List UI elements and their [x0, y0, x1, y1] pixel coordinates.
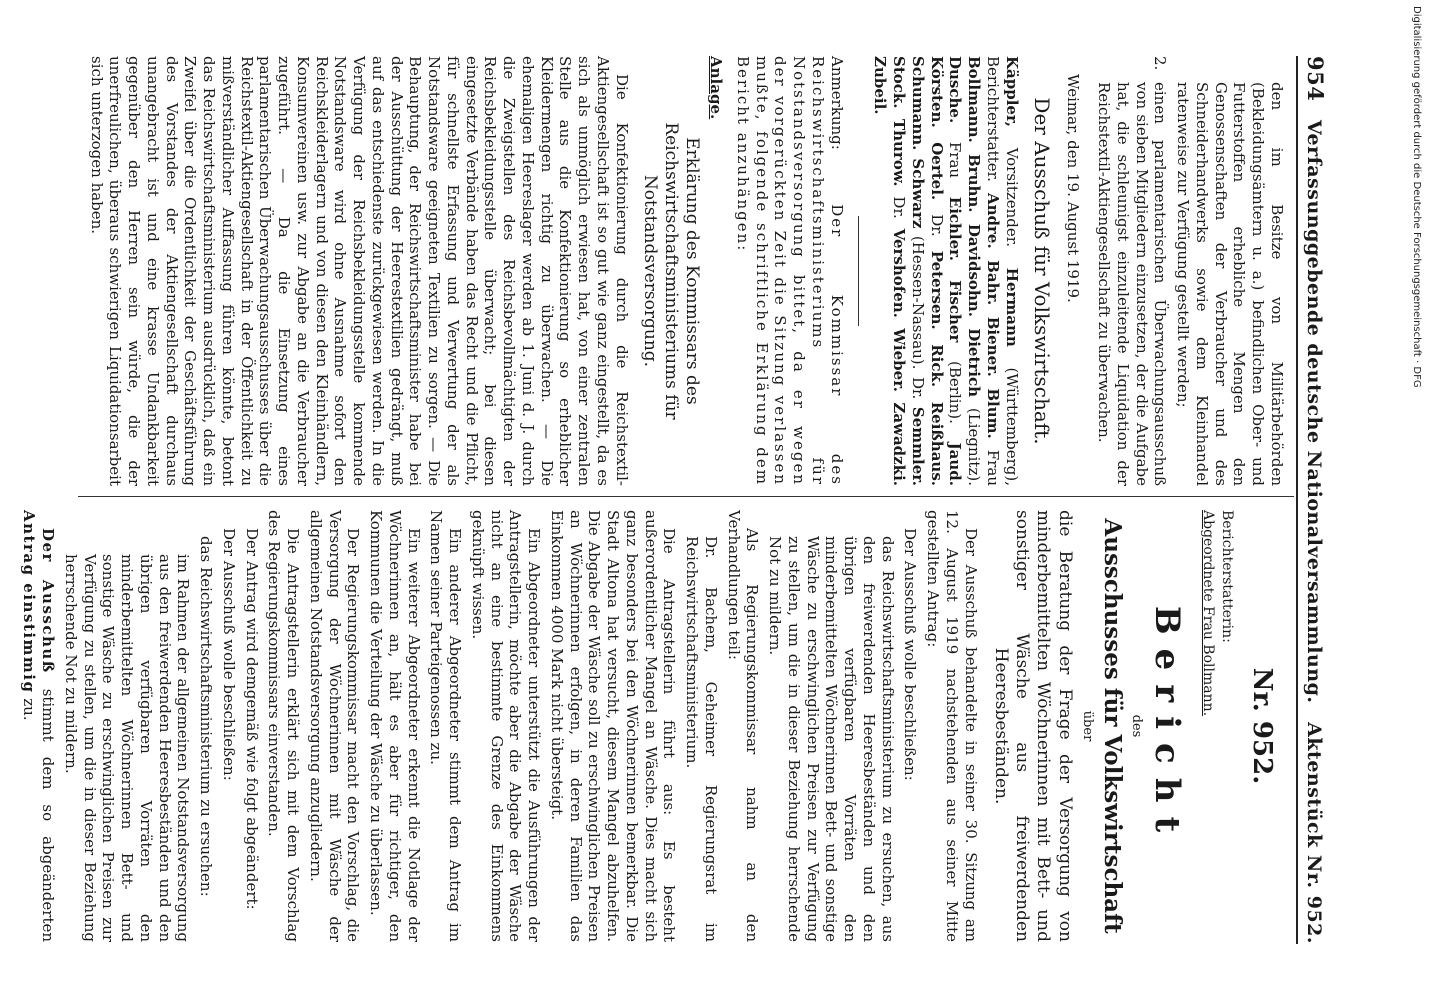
member-name: Eichler. Fischer	[946, 196, 965, 343]
paragraph: Der Ausschuß behandelte in seiner 30. Sitzung am 12. August 1919 nachstehenden aus seiner Mitte gestellten Antrag:	[924, 510, 980, 942]
member-note: (Liegnitz).	[965, 397, 984, 486]
paragraph: Der Ausschuß wolle beschließen:	[220, 528, 238, 781]
member-name: Andre. Bahr. Biener. Blum.	[984, 192, 1002, 439]
paragraph: Der Antrag wird demgemäß wie folgt abgeändert:	[242, 528, 261, 910]
annex-title: Erklärung des Kommissars des Reichswirtschaftsministeriums für Notstandsversorgung.	[640, 122, 703, 420]
paragraph: Ein Abgeordneter unterstützt die Ausführungen der Antragstellerin, möchte aber die Abgabe der Wäsche nicht an eine bestimmte Grenze des Einkommens geknüpft wissen.	[469, 510, 544, 942]
digitization-credit	[1408, 6, 1428, 994]
motion-text: das Reichswirtschaftsministerium zu ersuchen:	[197, 536, 216, 897]
member-note: (Württemberg), Berichterstatter.	[984, 56, 1021, 486]
member-note: Vorsitzender.	[1002, 127, 1021, 268]
list-number: 2.	[1151, 56, 1170, 71]
heading-ueber: über	[1080, 710, 1095, 742]
running-head	[1298, 56, 1328, 944]
member-name: Jaud. Körsten. Oertel.	[927, 56, 965, 486]
paragraph: Ein anderer Abgeordneter stimmt dem Antrag im Namen seiner Parteigenossen zu.	[427, 510, 465, 942]
heading-des: des	[1129, 714, 1144, 738]
committee-heading: Ausschusses für Volkswirtschaft	[1098, 518, 1126, 934]
right-column	[16, 510, 1286, 942]
member-note: (Berlin).	[946, 342, 965, 443]
member-name: Semmler. Stock. Thurow.	[890, 56, 927, 486]
resolution-end: zu.	[20, 693, 39, 721]
note-text: Der Kommissar des Reichswirtschaftsministeriums für Notstandsversorgung bittet, da er wegen der vorgerückten Zeit die Sitzung verlassen mußte, folgende schriftliche Erklärung dem Bericht anzuhängen:	[734, 56, 846, 486]
paragraph: Dr. Bachem, Geheimer Regierungsrat im Reichswirtschaftsministerium.	[683, 536, 720, 942]
motion-text: im Rahmen der allgemeinen Notstandsversorgung aus den freiwerdenden Heeresbeständen und den übrigen verfügbaren Vorräten den minderbemittelten Wöchnerinnen Bett- und sonstige Wäsche zu erschwinglichen Preisen zur Verfügung zu stellen, um die in dieser Beziehung herrschende Not zu mildern.	[62, 554, 193, 942]
resolution-verb: stimmt dem so abgeänderten	[39, 673, 58, 943]
list-text: einen parlamentarischen Überwachungsausschuß von sieben Mitgliedern einzusetzen, der die Aufgabe hat, die schleunigst einzuleitende Liquidation der Reichstextil-Aktiengesellschaft zu überwachen.	[1095, 82, 1170, 486]
note-label: Anmerkung:	[827, 56, 846, 150]
member-note: Frau	[946, 123, 965, 197]
list-item	[1091, 56, 1170, 486]
member-note: Dr.	[927, 200, 946, 251]
continued-text: den im Besitze von Militärbehörden (Bekleidungsämtern u. a.) befindlichen Ober- und Futterstoffen erhebliche Mengen den Genossenschaften der Verbraucher und des Schneiderhandwerks sowie dem Kleinhandel ratenweise zur Verfügung gestellt werden;	[1174, 82, 1286, 486]
motion-text: das Reichswirtschaftsministerium zu ersuchen, aus den freiwerdenden Heeresbeständen und den übrigen verfügbaren Vorräten den minderbemittelten Wöchnerinnen Bett- und sonstige Wäsche zu erschwinglichen Preisen zur Verfügung zu stellen, um die in dieser Beziehung herrschende Not zu mildern.	[766, 536, 897, 942]
paragraph: Die Antragstellerin führt aus: Es besteht außerordentlicher Mangel an Wäsche. Dies macht sich ganz besonders bei den Wöchnerinnen bemerkbar. Die Stadt Altona hat versucht, diesem Mangel abzuhelfen. Die Abgabe der Wäsche soll zu erschwinglichen Preisen an Wöchnerinnen erfolgen, in deren Familien das Einkommen 4000 Mark nicht übersteigt.	[548, 510, 679, 942]
member-name: Dusche.	[946, 56, 965, 124]
committee-signature-title: Der Ausschuß für Volkswirtschaft.	[1029, 97, 1054, 445]
member-note: (Hessen-Nassau). Dr.	[909, 228, 927, 407]
digitization-credit-text: Digitalisierung gefördert durch die Deutsche Forschungsgemeinschaft · DFG	[1411, 6, 1422, 388]
left-column	[83, 56, 1286, 486]
page-number: 954	[1303, 56, 1328, 102]
member-name: Petersen. Rick. Reißhaus. Schumann. Schwarz	[909, 56, 946, 486]
member-name: Vershofen. Wieber. Zawadzki. Zubeil.	[871, 56, 909, 486]
member-list	[871, 56, 1021, 486]
paragraph: Der Regierungskommissar macht den Vorschlag, die Versorgung der Wöchnerinnen mit Wäsche der allgemeinen Notstandsversorgung anzugliedern.	[307, 510, 363, 942]
divider	[858, 216, 859, 326]
reporter-label: Berichterstatterin:	[1219, 510, 1236, 643]
member-name: Hermann	[1002, 267, 1021, 347]
note	[733, 56, 846, 486]
paragraph: Ein weiterer Abgeordneter erkennt die Notlage der Wöchnerinnen an, hält es aber für richtiger, den Kommunen die Verteilung der Wäsche zu überlassen.	[367, 510, 423, 942]
report-subject: die Beratung der Frage der Versorgung von minderbemittelten Wöchnerinnen mit Bett- und sonstiger Wäsche aus freiwerdenden Heeresbeständen.	[991, 510, 1075, 942]
document-reference: Aktenstück Nr. 952.	[1303, 722, 1325, 944]
header-rule	[1296, 56, 1298, 944]
annex-text: Die Konfektionierung durch die Reichstextil-Aktiengesellschaft ist so gut wie ganz eingestellt, da es sich als unmöglich erwiesen hat, von einer zentralen Stelle aus die Konfektionierung so erheblicher Kleidermengen richtig zu überwachen. — Die ehemaligen Heereslager werden ab 1. Juni d. J. durch die Zweigstellen des Reichsbevollmächtigten der Reichsbekleidungsstelle überwacht; bei diesen eingesetzte Verbände haben das Recht und die Pflicht, für schnellste Erfassung und Verwertung der als Notstandsware geeigneten Textilien zu sorgen. — Die Behauptung, der Reichswirtschaftsminister habe bei der Ausschüttung der Heerestextilien gedrängt, muß auf das entschiedenste zurückgewiesen werden. In die Verfügung der Reichsbekleidungsstelle kommende Notstandsware wird ohne Ausnahme sofort den Reichskleiderlagern und von diesen den Kleinhändlern, Konsumvereinen usw. zur Abgabe an die Verbraucher zugeführt. — Da die Einsetzung eines parlamentarischen Überwachungsausschusses über die Reichstextil-Aktiengesellschaft in der Öffentlichkeit zu mißverständlicher Auffassung führen könnte, betont das Reichswirtschaftsministerium ausdrücklich, daß ein Zweifel über die Ordentlichkeit der Geschäftsführung des Vorstandes der Aktiengesellschaft durchaus unangebracht ist und eine krasse Undankbarkeit gegenüber den Herren sein würde, die der unerfreulichen, überaus schwierigen Liquidationsarbeit sich unterzogen haben.	[87, 56, 631, 486]
journal-title: Verfassunggebende deutsche Nationalversammlung.	[1303, 120, 1325, 704]
member-note: Frau	[984, 438, 1002, 487]
report-heading: Bericht	[1147, 605, 1188, 847]
member-name: Bollmann. Bruhn. Davidsohn. Dietrich	[965, 56, 984, 398]
paragraph: Als Regierungskommissar nahm an den Verhandlungen teil:	[724, 510, 762, 942]
resolution-subject: Der Ausschuß	[39, 528, 58, 674]
resolution-result: Antrag einstimmig	[20, 510, 39, 694]
member-name: Käppler,	[1002, 56, 1021, 128]
member-note: Dr.	[890, 186, 909, 229]
paragraph: Der Ausschuß wolle beschließen:	[901, 528, 920, 781]
document-page	[20, 0, 1398, 1000]
annex-label: Anlage.	[707, 56, 726, 120]
paragraph: Die Antragstellerin erklärt sich mit dem Vorschlag des Regierungskommissars einverstanden.	[265, 510, 303, 942]
column-divider	[78, 496, 1294, 497]
date-line: Weimar, den 19. August 1919.	[1064, 74, 1083, 303]
reporter-name: Abgeordnete Frau Bollmann.	[1200, 510, 1216, 717]
document-number: Nr. 952.	[1247, 667, 1277, 785]
resolution	[20, 510, 58, 942]
